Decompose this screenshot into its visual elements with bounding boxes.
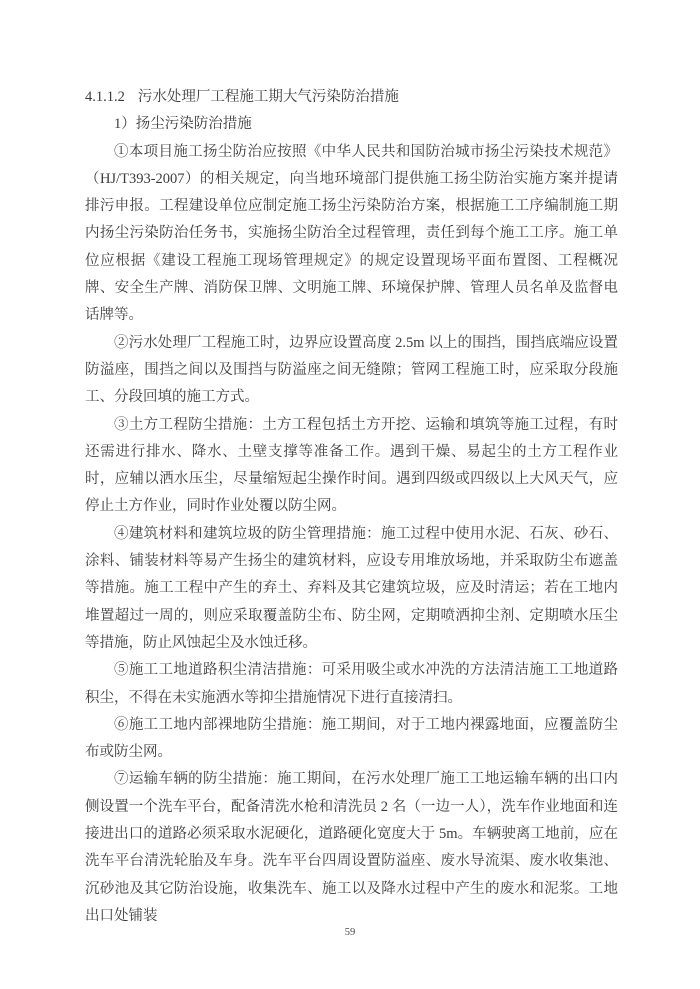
- page-number: 59: [344, 927, 356, 938]
- paragraph-road-dust-cleaning: ⑤施工工地道路积尘清洁措施：可采用吸尘或水冲洗的方法清洁施工工地道路积尘，不得在未实施洒水等抑尘措施情况下进行直接清扫。: [85, 662, 618, 706]
- section-heading: [85, 84, 618, 111]
- paragraph-vehicle-dust: ⑦运输车辆的防尘措施：施工期间，在污水处理厂施工工地运输车辆的出口内侧设置一个洗车平台，配备清洗水枪和清洗员 2 名（一边一人），洗车作业地面和连接进出口的道路必须采取水泥硬化，道路硬化宽度大于 5m。车辆驶离工地前，应在洗车平台清洗轮胎及车身。洗车平台四周设置防溢座、废水导流渠、废水收集池、沉砂池及其它防治设施，收集洗车、施工以及降水过程中产生的废水和泥浆。工地出口处铺装: [85, 771, 618, 924]
- paragraph-bare-ground-dust: ⑥施工工地内部裸地防尘措施：施工期间，对于工地内裸露地面，应覆盖防尘布或防尘网。: [85, 716, 618, 761]
- page-body: [85, 84, 618, 930]
- subsection-heading: 1）扬尘污染防治措施: [114, 116, 252, 133]
- paragraph-site-enclosure: ②污水处理厂工程施工时，边界应设置高度 2.5m 以上的围挡，围挡底端应设置防溢座，围挡之间以及围挡与防溢座之间无缝隙；管网工程施工时，应采取分段施工、分段回填的施工方式。: [85, 334, 618, 406]
- paragraph-dust-regulation: ①本项目施工扬尘防治应按照《中华人民共和国防治城市扬尘污染技术规范》（HJ/T393-2007）的相关规定，向当地环境部门提供施工扬尘防治实施方案并提请排污申报。工程建设单位应制定施工扬尘污染防治方案，根据施工工序编制施工期内扬尘污染防治任务书，实施扬尘防治全过程管理，责任到每个施工工序。施工单位应根据《建设工程施工现场管理规定》的规定设置现场平面布置图、工程概况牌、安全生产牌、消防保卫牌、文明施工牌、环境保护牌、管理人员名单及监督电话牌等。: [85, 143, 618, 324]
- paragraph-material-waste-dust: ④建筑材料和建筑垃圾的防尘管理措施：施工过程中使用水泥、石灰、砂石、涂料、铺装材料等易产生扬尘的建筑材料，应设专用堆放场地，并采取防尘布遮盖等措施。施工工程中产生的弃土、弃料及其它建筑垃圾，应及时清运；若在工地内堆置超过一周的，则应采取覆盖防尘布、防尘网，定期喷洒抑尘剂、定期喷水压尘等措施，防止风蚀起尘及水蚀迁移。: [85, 525, 618, 651]
- paragraph-earthwork-dust: ③土方工程防尘措施：土方工程包括土方开挖、运输和填筑等施工过程，有时还需进行排水、降水、土壁支撑等准备工作。遇到干燥、易起尘的土方工程作业时，应辅以洒水压尘，尽量缩短起尘操作时间。遇到四级或四级以上大风天气，应停止土方作业，同时作业处覆以防尘网。: [85, 416, 618, 515]
- section-title: 污水处理厂工程施工期大气污染防治措施: [137, 89, 399, 105]
- section-number: 4.1.1.2: [85, 89, 125, 105]
